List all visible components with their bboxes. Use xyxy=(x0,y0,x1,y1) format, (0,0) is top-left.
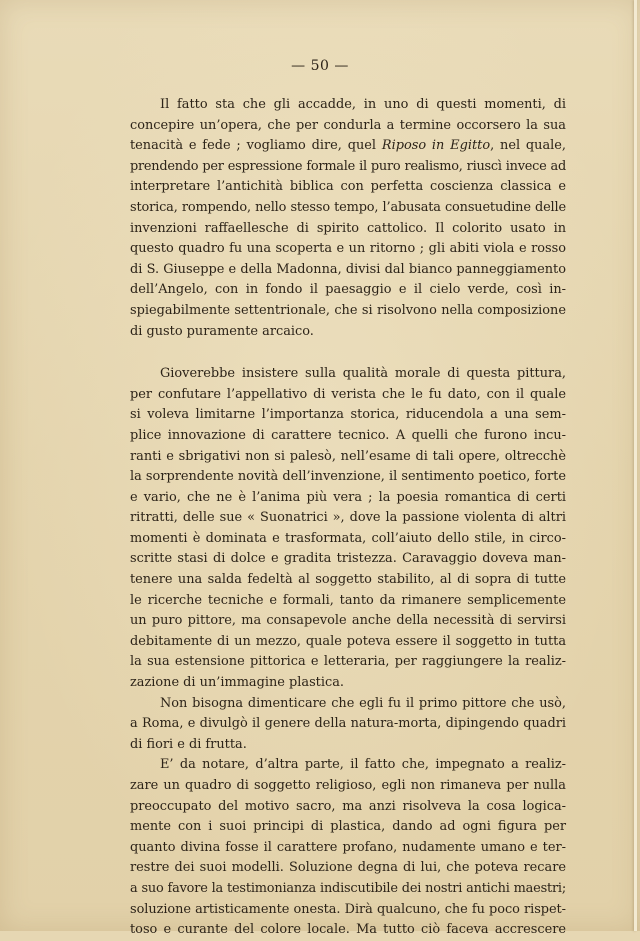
text-line: spiegabilmente settentrionale, che si risolvono nella composizione xyxy=(130,302,566,318)
paragraph xyxy=(130,694,566,756)
text-line: di S. Giuseppe e della Madonna, divisi dal bianco panneggiamento xyxy=(130,261,566,277)
text-line: a suo favore la testimonianza indiscutibile dei nostri antichi maestri; xyxy=(130,880,566,896)
text-line: toso e curante del colore locale. Ma tutto ciò faceva accrescere xyxy=(130,922,566,938)
paragraph-gap xyxy=(130,342,566,364)
text-line: Non bisogna dimenticare che egli fu il primo pittore che usò, xyxy=(160,695,566,711)
text-line: tenacità e fede ; vogliamo dire, quel Riposo in Egitto, nel quale, xyxy=(130,138,566,154)
text-line: E’ da notare, d’altra parte, il fatto che, impegnato a realiz- xyxy=(160,757,566,773)
text-line: ranti e sbrigativi non si palesò, nell’esame di tali opere, oltrecchè xyxy=(130,448,566,464)
text-line: Il fatto sta che gli accadde, in uno di questi momenti, di xyxy=(160,97,566,112)
text-line: per confutare l’appellativo di verista che le fu dato, con il quale xyxy=(130,386,566,402)
text-line: mente con i suoi principi di plastica, dando ad ogni figura per xyxy=(130,819,566,835)
text-line: Gioverebbe insistere sulla qualità morale di questa pittura, xyxy=(160,366,566,382)
text-line: debitamente di un mezzo, quale poteva essere il soggetto in tutta xyxy=(130,633,566,649)
artwork-title: Riposo in Egitto xyxy=(381,138,491,154)
text-line: si voleva limitarne l’importanza storica, riducendola a una sem- xyxy=(130,407,566,423)
text-line: tenere una salda fedeltà al soggetto stabilito, al di sopra di tutte xyxy=(130,572,566,588)
text-line: preoccupato del motivo sacro, ma anzi risolveva la cosa logica- xyxy=(130,798,566,814)
text-line: concepire un’opera, che per condurla a termine occorsero la sua xyxy=(130,117,566,133)
text-line: questo quadro fu una scoperta e un ritorno ; gli abiti viola e rosso xyxy=(130,241,566,257)
text-line: prendendo per espressione formale il puro realismo, riuscì invece ad xyxy=(130,158,566,174)
page-number: — 50 — xyxy=(291,58,349,74)
text-line: soluzione artisticamente onesta. Dirà qualcuno, che fu poco rispet- xyxy=(130,901,566,917)
paragraph xyxy=(130,364,566,694)
text-line: zare un quadro di soggetto religioso, egli non rimaneva per nulla xyxy=(130,778,566,793)
text-line: plice innovazione di carattere tecnico. A quelli che furono incu- xyxy=(130,427,566,443)
paragraph xyxy=(130,755,566,940)
body-text xyxy=(130,95,566,941)
text-line: la sua estensione pittorica e letteraria, per raggiungere la realiz- xyxy=(130,654,566,670)
text-line: interpretare l’antichità biblica con perfetta coscienza classica e xyxy=(130,179,566,195)
text-line: le ricerche tecniche e formali, tanto da rimanere semplicemente xyxy=(130,592,566,608)
text-line: un puro pittore, ma consapevole anche della necessità di servirsi xyxy=(130,613,566,629)
text-line: momenti è dominata e trasformata, coll’aiuto dello stile, in circo- xyxy=(130,530,566,546)
text-line: storica, rompendo, nello stesso tempo, l’abusata consuetudine delle xyxy=(130,199,566,215)
paragraph xyxy=(130,95,566,342)
text-line: e vario, che ne è l’anima più vera ; la poesia romantica di certi xyxy=(130,489,566,505)
text-line: a Roma, e divulgò il genere della natura-morta, dipingendo quadri xyxy=(130,716,566,732)
text-line: ritratti, delle sue « Suonatrici », dove la passione violenta di altri xyxy=(130,510,566,526)
text-line: la sorprendente novità dell’invenzione, il sentimento poetico, forte xyxy=(130,469,566,485)
text-line: dell’Angelo, con in fondo il paesaggio e il cielo verde, così in- xyxy=(130,282,566,298)
text-line: quanto divina fosse il carattere profano, nudamente umano e ter- xyxy=(130,839,566,855)
text-line: di gusto puramente arcaico. xyxy=(130,323,314,339)
text-line: di fiori e di frutta. xyxy=(130,736,247,752)
text-line: zazione di un’immagine plastica. xyxy=(130,675,344,691)
text-line: invenzioni raffaellesche di spirito cattolico. Il colorito usato in xyxy=(130,220,566,236)
text-line: scritte stasi di dolce e gradita tristezza. Caravaggio doveva man- xyxy=(130,551,566,567)
text-line: restre dei suoi modelli. Soluzione degna di lui, che poteva recare xyxy=(130,860,566,876)
